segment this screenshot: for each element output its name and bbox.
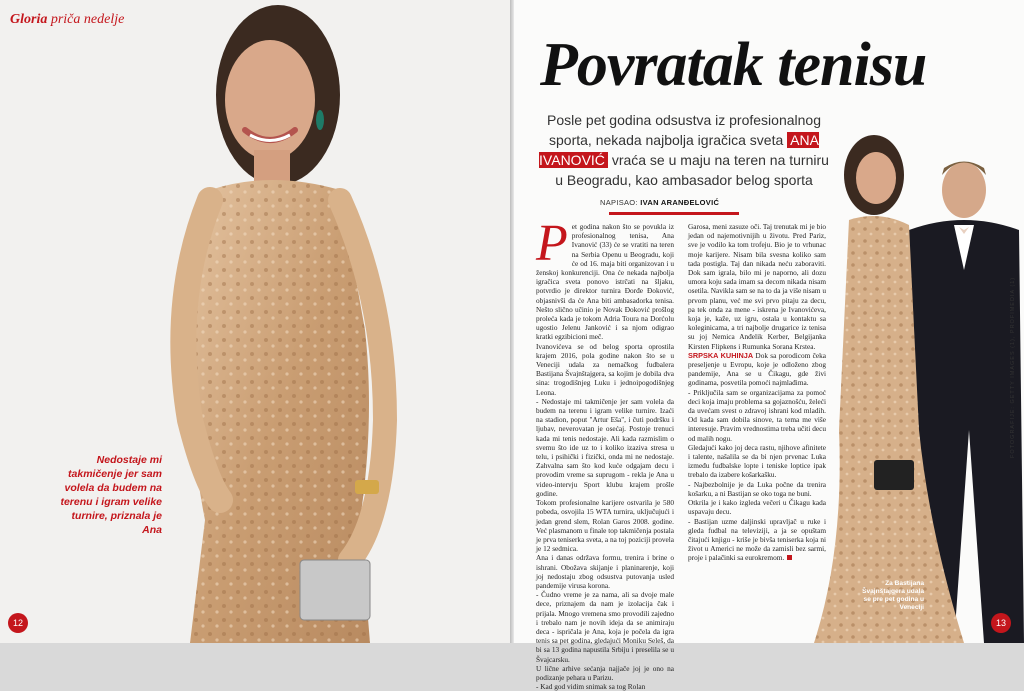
article-body [536,215,826,691]
section-label: priča nedelje [50,12,125,27]
section-header [10,12,124,28]
paragraph: Ana i danas održava formu, trenira i brine o ishrani. Obožava skijanje i planinarenje, koji joj nedostaju zbog odsustva putovanja usled pandemije virusa korona. [536,553,674,590]
right-page [514,0,1024,691]
brand-logo: Gloria [10,12,48,27]
ana-portrait-photo [150,0,450,643]
photo-caption: Za Bastijana Švajnštajgera udala se pre pet godina u Veneciji [862,580,924,611]
paragraph: - Priključila sam se organizacijama za pomoć deci koja imaju problema sa gojaznošću, želeći da uvećam svest o zdravoj ishrani kod mladih. Od kada sam dobila sinove, ta tema me više interesuje. Pravim vrednostima treba učiti decu od malih nogu. [688,387,826,443]
article-lead [534,110,834,190]
lead-text-after: vraća se u maju na teren na turniru u Beogradu, kao ambasador belog sporta [555,152,829,188]
end-mark [787,555,792,560]
paragraph: Tokom profesionalne karijere ostvarila je 580 pobeda, osvojila 15 WTA turnira, uključujući i jedan grend slem, Rolan Garos 2008. godine. Već plasmanom u finale top takmičenja postala je prva teniserka sveta, a na toj poziciji provela je 12 sedmica. [536,498,674,554]
left-page [0,0,510,643]
pull-quote: Nedostaje mi takmičenje jer sam volela da budem na terenu i igram velike turnire, priznala je Ana [60,454,162,536]
paragraph: - Čudno vreme je za nama, ali sa dvoje male dece, priznajem da nam je izolacija čak i prijala. Mnogo vremena smo provodili zajedno i trebalo nam je novih ideja da se animiraju deca - ispričala je Ana, koja je počela da igra tenis sa pet godina, gledajući Moniku Seleš, da bi sa 13 godina napustila Srbiju i preselila se u Švajcarsku. [536,590,674,664]
article-title: Povratak tenisu [540,31,927,99]
lead-highlight: ANA IVANOVIĆ [539,132,819,168]
paragraph: U lične arhive sećanja najjače joj je ono na podizanje pehara u Parizu. [536,663,674,682]
photo-credit: FOTOGRAFIJE: GETTY IMAGES (1), PROFIMEDIA (1) [1010,276,1016,458]
paragraph: Gledajući kako joj deca rastu, njihove afinitete i talente, našalila se da bi njen prvenac Luka između fudbalske lopte i teniske loptice ipak trebalo da izabere košarkašku. [688,442,826,480]
title-rule [609,212,739,215]
paragraph: et godina nakon što se povukla iz profesionalnog tenisa, Ana Ivanović (33) će se vratiti na teren na Serbia Openu u Beogradu, koji će od 16. maja biti organizovan i u ženskoj konkurenciji. Ona će nekada najbolja igračica sveta ponovo istrčati na šljaku, potvrdio je direktor turnira Đorđe Đoković, objasnivši da će Ana biti ambasadorka tenisa. Nešto slično učinio je Novak Đoković prošlog proleća kada je tokom Adria Toura na Dorćolu ugostio Jelenu Janković i sa njom odigrao kratki egzibicioni meč. [536,222,674,342]
paragraph: - Najbezbolnije je da Luka počne da trenira košarku, a ni Bastijan se oko toga ne buni. [688,479,826,498]
paragraph: Garosa, meni zasuze oči. Taj trenutak mi je bio jedan od najemotivnijih u životu. Pred Pariz, sve je vodilo ka tom trofeju. Bio je to vrhunac moje karijere. Nisam bila svesna koliko sam tada postigla. Taj dan nikada neću zaboraviti. Dok sam igrala, bilo mi je naporno, ali dozu umora koju sada imam sa decom nikada nisam osetila. Navikla sam se na to da ja više nisam u prvom planu, već me svi prvo pitaju za decu, pa tek onda za mene - iskrena je Ivanovićeva, koja je, kaže, uz igru, ostala u kontaktu sa koleginicama, a tri najbolje drugarice iz tenisa su joj Nemica Anđelik Kerber, Belgijanka Kirsten Flipkens i Rumunka Sorana Krstea. [688,222,826,351]
paragraph [688,517,826,563]
subhead-paragraph [688,351,826,388]
final-paragraph-text: - Bastijan uzme daljinski upravljač u ruke i gleda fudbal na televiziji, a ja se opuštam čitajući knjigu - kriše je bivša teniserka koja ni život u Americi ne može da zamisli bez sarmi, proje i palačinki sa eurokremom. [688,516,826,563]
paragraph: Ivanovićeva se od belog sporta oprostila krajem 2016, pola godine nakon što se u Veneciji udala za nemačkog fudbalera Bastijana Švajnštajgera, sa kojim je dobila dva sina: trogodišnjeg Luku i jednoipogodišnjeg Leona. [536,341,674,397]
paragraph: - Nedostaje mi takmičenje jer sam volela da budem na terenu i igram velike turnire. Izaći na stadion, poput "Artur Eša", i čuti podršku i ljubav, neverovatan je osećaj. Postoje trenuci kada mi tenis nedostaje. Ali kada razmislim o svemu što ide uz to i koliko izaziva stresa u telu, i psihički i fizički, onda mi ne nedostaje. Zahvalna sam što kod kuće odgajam decu i provodim vreme sa suprugom - rekla je Ana u video-intervju Sport klubu krajem prošle godine. [536,396,674,498]
subhead: SRPSKA KUHINJA [688,350,754,360]
lead-text-before: Posle pet godina odsustva iz profesionalnog sporta, nekada najbolja igračica sveta [547,112,821,148]
drop-cap: P [536,215,568,272]
byline-author: IVAN ARANĐELOVIĆ [640,198,720,207]
byline [600,198,719,207]
paragraph: - Kad god vidim snimak sa tog Rolan [536,682,646,691]
subhead-text: Dok sa porodicom čeka preseljenje u Evropu, koje je odloženo zbog pandemije, Ana se u Čikagu, gde živi godinama, posvetila pomoći najmlađima. [688,350,826,388]
paragraph: Otkrila je i kako izgleda večeri u Čikagu kada uspavaju decu. [688,498,826,517]
couple-photo [814,130,1024,643]
body-column-1 [536,215,674,691]
body-column-2 [688,222,826,640]
byline-label: NAPISAO: [600,198,638,207]
page-number-left: 12 [8,613,28,633]
page-number-right: 13 [991,613,1011,633]
